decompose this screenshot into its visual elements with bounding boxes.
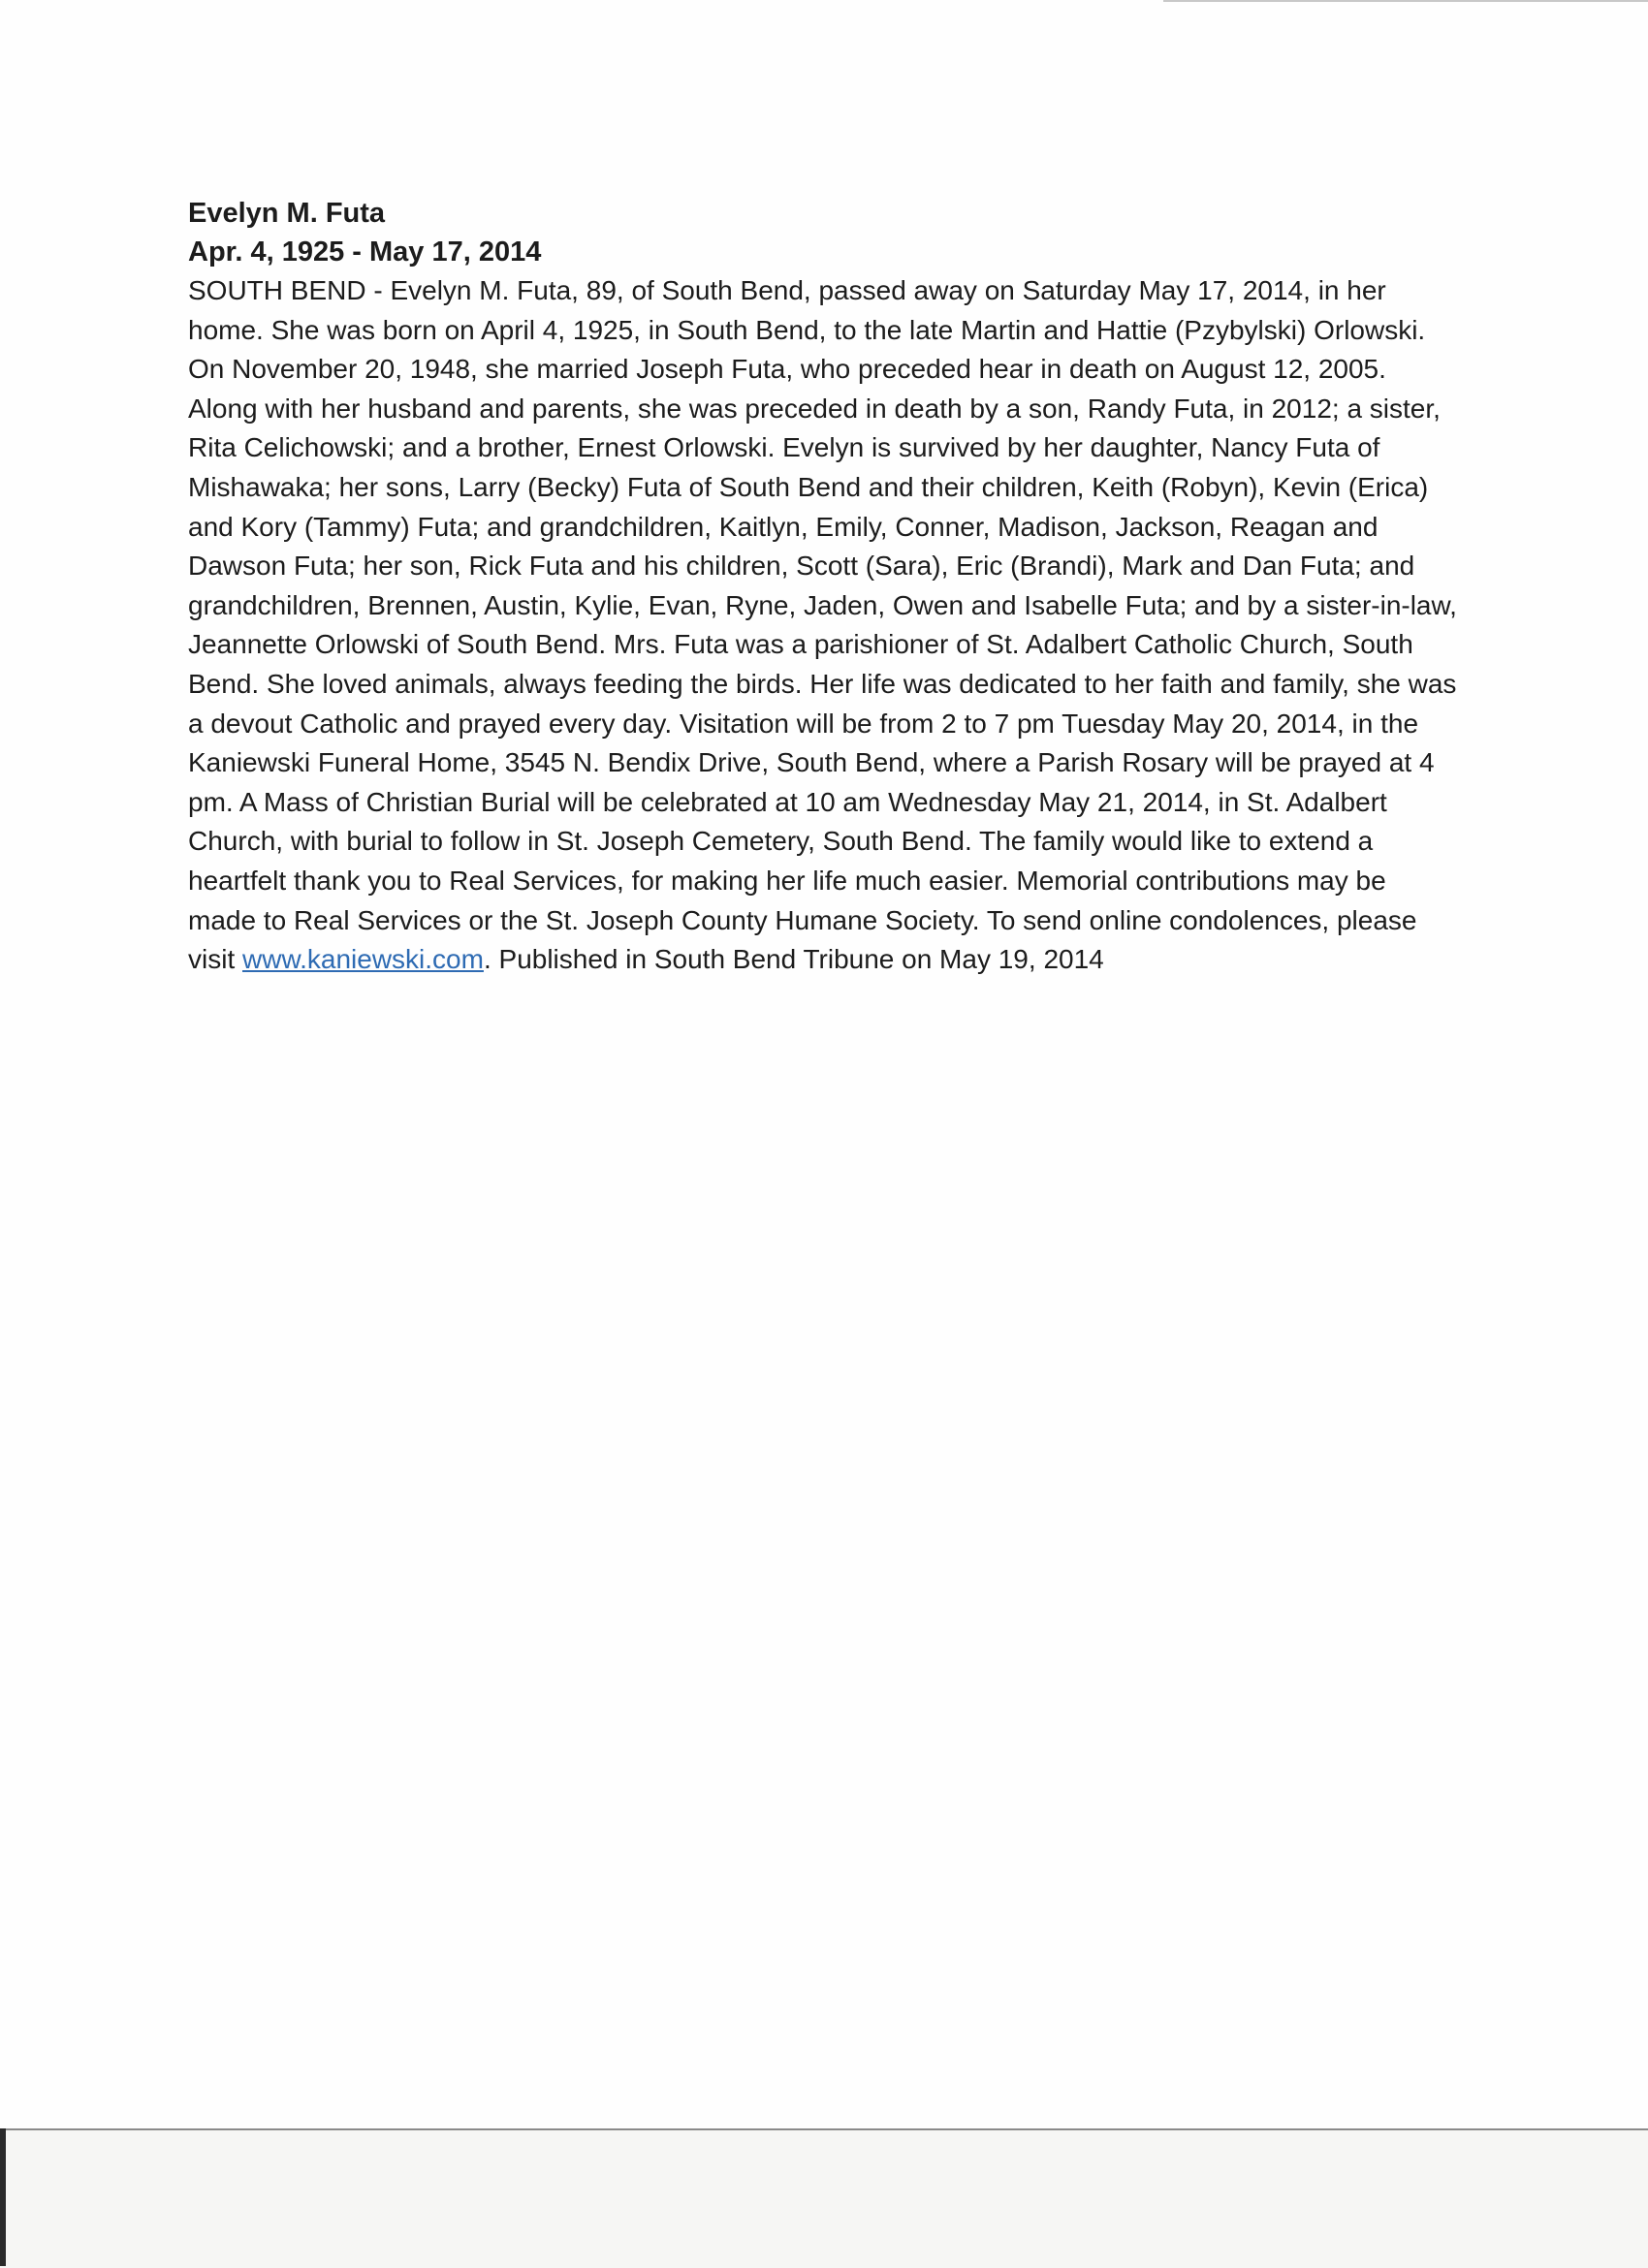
obituary-body-end: . Published in South Bend Tribune on May 19, 2014 — [483, 944, 1104, 975]
obituary-article — [188, 194, 1458, 980]
obituary-body-text: SOUTH BEND - Evelyn M. Futa, 89, of South Bend, passed away on Saturday May 17, 2014, in her home. She was born on April 4, 1925, in South Bend, to the late Martin and Hattie (Pzybylski) Orlowski. On November 20, 1948, she married Joseph Futa, who preceded hear in death on August 12, 2005. Along with her husband and parents, she was preceded in death by a son, Randy Futa, in 2012; a sister, Rita Celichowski; and a brother, Ernest Orlowski. Evelyn is survived by her daughter, Nancy Futa of Mishawaka; her sons, Larry (Becky) Futa of South Bend and their children, Keith (Robyn), Kevin (Erica) and Kory (Tammy) Futa; and grandchildren, Kaitlyn, Emily, Conner, Madison, Jackson, Reagan and Dawson Futa; her son, Rick Futa and his children, Scott (Sara), Eric (Brandi), Mark and Dan Futa; and grandchildren, Brennen, Austin, Kylie, Evan, Ryne, Jaden, Owen and Isabelle Futa; and by a sister-in-law, Jeannette Orlowski of South Bend. Mrs. Futa was a parishioner of St. Adalbert Catholic Church, South Bend. She loved animals, always feeding the birds. Her life was dedicated to her faith and family, she was a devout Catholic and prayed every day. Visitation will be from 2 to 7 pm Tuesday May 20, 2014, in the Kaniewski Funeral Home, 3545 N. Bendix Drive, South Bend, where a Parish Rosary will be prayed at 4 pm. A Mass of Christian Burial will be celebrated at 10 am Wednesday May 21, 2014, in St. Adalbert Church, with burial to follow in St. Joseph Cemetery, South Bend. The family would like to extend a heartfelt thank you to Real Services, for making her life much easier. Memorial contributions may be made to Real Services or the St. Joseph County Humane Society. To send online condolences, please visit — [188, 275, 1457, 975]
scan-bottom-margin — [0, 2128, 1648, 2268]
scan-left-edge — [0, 2128, 6, 2266]
scan-top-edge — [1163, 0, 1648, 2]
condolences-link[interactable]: www.kaniewski.com — [242, 944, 484, 975]
obituary-dates: Apr. 4, 1925 - May 17, 2014 — [188, 236, 542, 268]
obituary-body — [188, 271, 1458, 980]
obituary-name: Evelyn M. Futa — [188, 198, 386, 229]
